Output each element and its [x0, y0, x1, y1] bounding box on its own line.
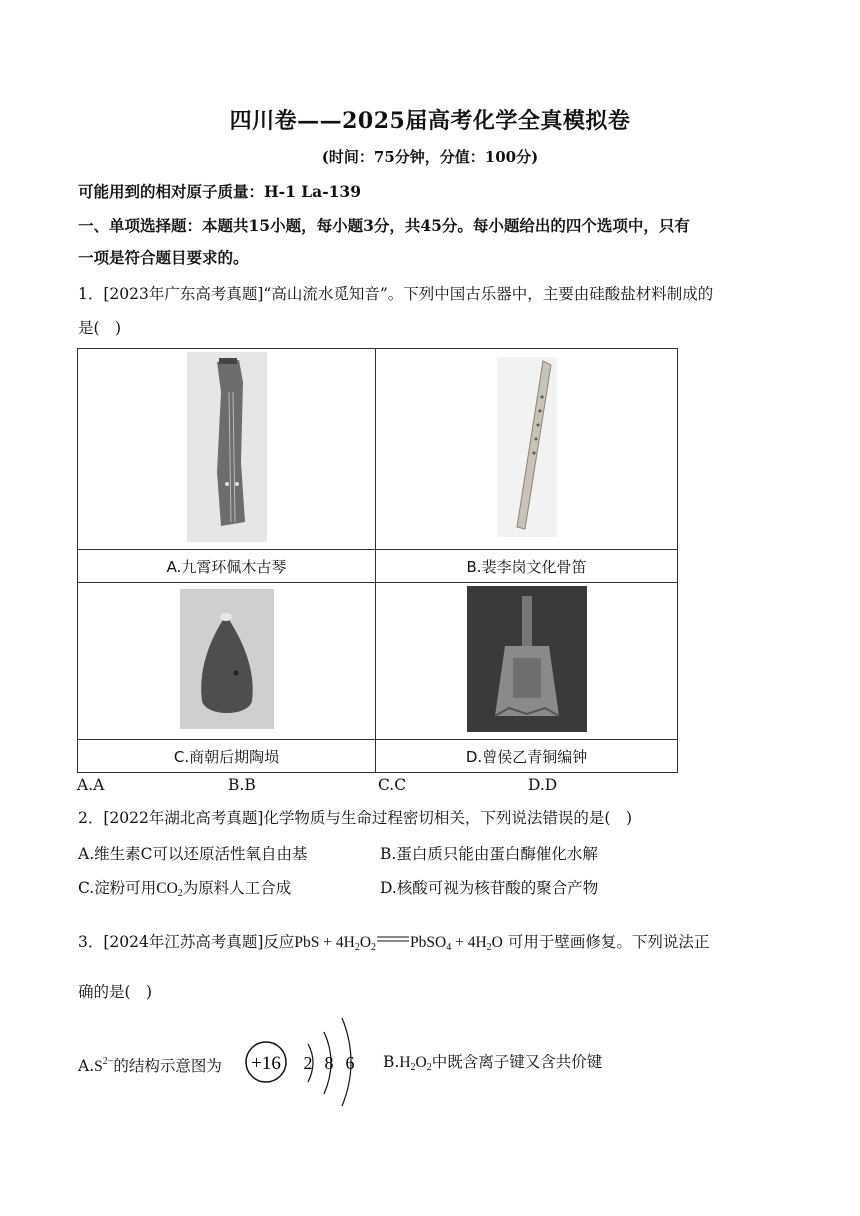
q3-option-a[interactable]: $A.S^{2-}$的结构示意图为 [78, 1056, 222, 1075]
section-heading-line2: 一项是符合题目要求的。 [78, 248, 249, 267]
q2-option-b[interactable]: B.蛋白质只能由蛋白酶催化水解 [380, 845, 598, 863]
option-c-caption: C.商朝后期陶埙 [78, 740, 376, 773]
h2o2-formula: $H_2O_2$ [399, 1054, 432, 1073]
q3-stem-line2: 确的是( ) [78, 983, 153, 1001]
page-title: 四川卷——2025届高考化学全真模拟卷 [229, 108, 631, 134]
q1-choice-a[interactable]: A.A [77, 776, 105, 794]
q1-choice-b[interactable]: B.B [228, 776, 256, 794]
pottery-xun-image-cell [78, 583, 376, 740]
q1-stem-line1: 1．[2023年广东高考真题]“高山流水觅知音”。下列中国古乐器中，主要由硅酸盐材料制成的 [78, 285, 714, 303]
q2-option-c[interactable]: C.淀粉可用$CO_2$为原料人工合成 [78, 879, 292, 899]
exam-info: (时间：75分钟，分值：100分) [321, 148, 539, 166]
svg-text:8: 8 [324, 1053, 334, 1073]
q1-choice-c[interactable]: C.C [378, 776, 407, 794]
q3-option-b[interactable]: $B.H_2O_2$中既含离子键又含共价键 [383, 1053, 603, 1073]
q2-stem: 2．[2022年湖北高考真题]化学物质与生命过程密切相关，下列说法错误的是( ) [78, 809, 632, 827]
atomic-mass-note: 可能用到的相对原子质量：H-1 La-139 [78, 182, 361, 201]
bronze-bell-image-cell [376, 583, 678, 740]
guqin-image-cell [78, 349, 376, 550]
svg-text:2: 2 [303, 1053, 313, 1073]
pottery-xun-image [180, 589, 274, 729]
s2-ion-structure-diagram [242, 1014, 366, 1108]
q2-option-d[interactable]: D.核酸可视为核苷酸的聚合产物 [380, 879, 599, 897]
q3-stem-line1: 3．[2024年江苏高考真题]反应PbS + $4H_2O_2$ PbSO$_4$ + $4H_2O$ 可用于壁画修复。下列说法正 [78, 933, 710, 953]
reaction-equation: PbS + $4H_2O_2$ PbSO$_4$ + $4H_2O$ [294, 934, 503, 953]
q1-choice-d[interactable]: D.D [528, 776, 558, 794]
svg-text:+16: +16 [251, 1053, 281, 1074]
option-b-caption: B.裴李岗文化骨笛 [376, 550, 678, 583]
bone-flute-image [497, 357, 557, 537]
bone-flute-image-cell [376, 349, 678, 550]
bronze-bell-image [467, 586, 587, 732]
co2-formula: $CO_2$ [156, 880, 183, 899]
section-heading-line1: 一、单项选择题：本题共15小题，每小题3分，共45分。每小题给出的四个选项中，只有 [78, 216, 690, 235]
q2-option-a[interactable]: A.维生素C可以还原活性氧自由基 [78, 845, 308, 863]
q1-options-table [77, 348, 678, 773]
sulfide-ion: $S^{2-}$ [94, 1056, 114, 1075]
equals-sign [376, 934, 410, 944]
option-a-caption: A.九霄环佩木古琴 [78, 550, 376, 583]
option-d-caption: D.曾侯乙青铜编钟 [376, 740, 678, 773]
svg-text:6: 6 [345, 1053, 355, 1073]
guqin-image [187, 352, 267, 542]
q1-stem-line2: 是( ) [78, 319, 122, 337]
